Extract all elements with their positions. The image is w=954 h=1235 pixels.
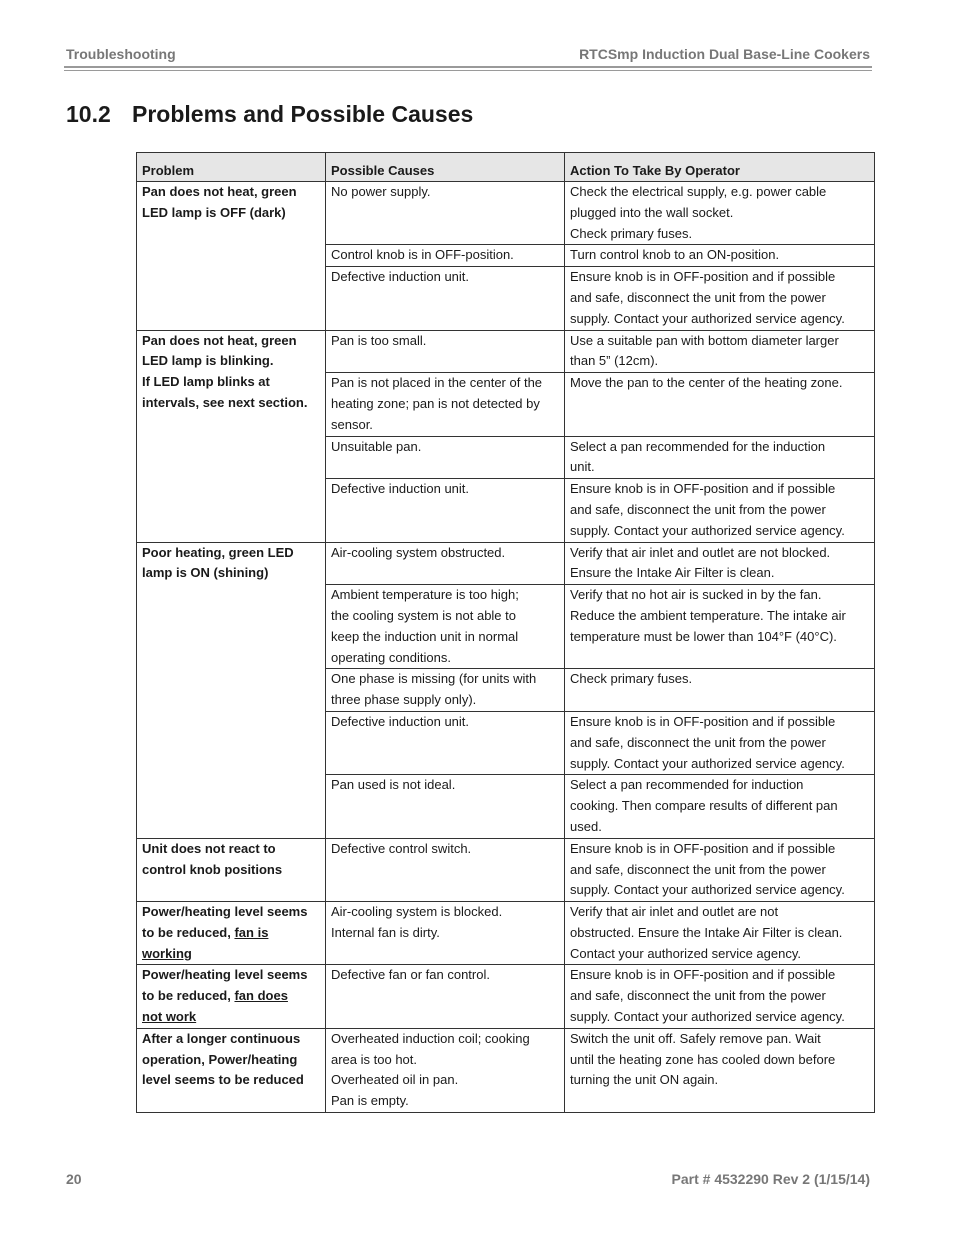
action-line: than 5” (12cm).: [570, 353, 659, 369]
problem-line: [142, 923, 321, 944]
cause-line: Pan is empty.: [331, 1093, 409, 1109]
action-line: Verify that air inlet and outlet are not blocked.: [570, 544, 831, 560]
action-line: Ensure knob is in OFF-position and if possible: [570, 713, 836, 729]
action-cell: [565, 965, 875, 1028]
cause-line: area is too hot.: [331, 1051, 417, 1067]
problem-emphasis: fan is: [234, 924, 269, 940]
problem-line: lamp is ON (shining): [142, 565, 269, 581]
action-line: supply. Contact your authorized service agency.: [570, 755, 845, 771]
action-line: and safe, disconnect the unit from the power: [570, 861, 826, 877]
problem-line: After a longer continuous: [142, 1030, 301, 1046]
col-header-action: Action To Take By Operator: [565, 153, 875, 182]
problem-line: Pan does not heat, green: [142, 184, 297, 199]
action-line: Select a pan recommended for the induction: [570, 438, 826, 454]
problem-text: Power/heating level seems: [142, 967, 308, 983]
cause-line: Overheated induction coil; cooking: [331, 1030, 530, 1046]
action-line: temperature must be lower than 104°F (40°C).: [570, 628, 837, 644]
action-cell: [565, 373, 875, 436]
action-line: Turn control knob to an ON-position.: [570, 247, 780, 263]
action-line: Check primary fuses.: [570, 671, 693, 687]
problem-text: to be reduced,: [142, 988, 235, 1004]
problem-cell: [137, 182, 326, 331]
cause-line: Overheated oil in pan.: [331, 1072, 459, 1088]
cause-line: Pan is too small.: [331, 332, 427, 348]
action-line: plugged into the wall socket.: [570, 204, 734, 220]
action-line: supply. Contact your authorized service agency.: [570, 882, 845, 898]
action-line: Ensure knob is in OFF-position and if possible: [570, 840, 836, 856]
problem-cell: [137, 542, 326, 838]
table-body: [137, 182, 875, 1113]
action-line: and safe, disconnect the unit from the power: [570, 289, 826, 305]
problem-line: If LED lamp blinks at: [142, 374, 270, 390]
cause-line: Control knob is in OFF-position.: [331, 247, 514, 263]
action-line: Verify that air inlet and outlet are not: [570, 904, 779, 920]
action-line: Move the pan to the center of the heating zone.: [570, 375, 843, 391]
table-row: [137, 542, 875, 585]
table-row: [137, 330, 875, 373]
action-line: Ensure knob is in OFF-position and if possible: [570, 967, 836, 983]
problem-line: Unit does not react to: [142, 840, 276, 856]
table-row: [137, 1028, 875, 1112]
problem-cell: [137, 838, 326, 901]
action-line: turning the unit ON again.: [570, 1072, 719, 1088]
action-cell: [565, 838, 875, 901]
problem-line: Pan does not heat, green: [142, 332, 297, 348]
cause-line: Air-cooling system obstructed.: [331, 544, 506, 560]
problem-line: [142, 986, 321, 1007]
problem-line: [142, 965, 321, 986]
action-cell: [565, 436, 875, 479]
col-header-problem: Problem: [137, 153, 326, 182]
action-line: supply. Contact your authorized service agency.: [570, 1009, 845, 1025]
cause-cell: [326, 711, 565, 774]
action-line: Ensure knob is in OFF-position and if possible: [570, 481, 836, 497]
troubleshooting-table: [136, 152, 875, 1113]
cause-cell: [326, 902, 565, 965]
col-header-causes: Possible Causes: [326, 153, 565, 182]
cause-line: Pan is not placed in the center of the: [331, 375, 543, 391]
problem-emphasis: working: [142, 945, 192, 961]
cause-cell: [326, 1028, 565, 1112]
action-line: cooking. Then compare results of different pan: [570, 798, 838, 814]
action-line: and safe, disconnect the unit from the power: [570, 734, 826, 750]
cause-line: heating zone; pan is not detected by: [331, 395, 540, 411]
action-line: until the heating zone has cooled down before: [570, 1051, 836, 1067]
action-line: Verify that no hot air is sucked in by the fan.: [570, 587, 822, 603]
action-cell: [565, 902, 875, 965]
cause-cell: [326, 182, 565, 245]
section-number: 10.2: [66, 101, 111, 127]
action-line: Ensure knob is in OFF-position and if possible: [570, 269, 836, 285]
header-rule-thin: [64, 70, 872, 71]
action-cell: [565, 669, 875, 712]
problem-text: Power/heating level seems: [142, 904, 308, 920]
table-row: [137, 965, 875, 1028]
section-title: Problems and Possible Causes: [132, 101, 474, 127]
problem-line: LED lamp is OFF (dark): [142, 204, 286, 220]
header-section: Troubleshooting: [66, 46, 176, 62]
cause-line: the cooling system is not able to: [331, 607, 516, 623]
action-line: supply. Contact your authorized service agency.: [570, 310, 845, 326]
action-line: supply. Contact your authorized service agency.: [570, 522, 845, 538]
action-line: Contact your authorized service agency.: [570, 945, 801, 961]
action-cell: [565, 775, 875, 838]
action-line: used.: [570, 818, 602, 834]
cause-cell: [326, 669, 565, 712]
action-cell: [565, 585, 875, 669]
action-line: Use a suitable pan with bottom diameter larger: [570, 332, 839, 348]
cause-line: Defective fan or fan control.: [331, 967, 490, 983]
action-line: Check the electrical supply, e.g. power cable: [570, 184, 827, 199]
problem-line: [142, 1007, 321, 1028]
action-line: Check primary fuses.: [570, 225, 693, 241]
action-line: unit.: [570, 459, 595, 475]
action-line: Select a pan recommended for induction: [570, 777, 804, 793]
page-number: 20: [66, 1171, 82, 1187]
cause-line: Pan used is not ideal.: [331, 777, 456, 793]
action-cell: [565, 245, 875, 267]
cause-line: Defective induction unit.: [331, 713, 470, 729]
cause-cell: [326, 245, 565, 267]
cause-cell: [326, 542, 565, 585]
action-cell: [565, 711, 875, 774]
action-cell: [565, 1028, 875, 1112]
problem-line: Poor heating, green LED: [142, 544, 294, 560]
cause-line: Ambient temperature is too high;: [331, 587, 519, 603]
header-rule: [64, 66, 872, 68]
problem-cell: [137, 1028, 326, 1112]
cause-line: Defective induction unit.: [331, 269, 470, 285]
action-line: and safe, disconnect the unit from the power: [570, 988, 826, 1004]
problem-cell: [137, 330, 326, 542]
header-product: RTCSmp Induction Dual Base-Line Cookers: [579, 46, 870, 62]
problem-line: intervals, see next section.: [142, 394, 308, 410]
action-line: and safe, disconnect the unit from the power: [570, 501, 826, 517]
action-cell: [565, 267, 875, 330]
cause-line: Defective induction unit.: [331, 481, 470, 497]
cause-cell: [326, 436, 565, 479]
cause-cell: [326, 838, 565, 901]
cause-cell: [326, 585, 565, 669]
cause-line: No power supply.: [331, 184, 431, 199]
cause-line: Internal fan is dirty.: [331, 924, 440, 940]
problem-line: level seems to be reduced: [142, 1072, 304, 1088]
action-line: obstructed. Ensure the Intake Air Filter is clean.: [570, 924, 843, 940]
problem-cell: [137, 902, 326, 965]
action-cell: [565, 542, 875, 585]
cause-line: One phase is missing (for units with: [331, 671, 537, 687]
problem-emphasis: not work: [142, 1009, 197, 1025]
problem-line: [142, 944, 321, 965]
problem-line: [142, 902, 321, 923]
problem-line: control knob positions: [142, 861, 283, 877]
action-line: Switch the unit off. Safely remove pan. Wait: [570, 1030, 821, 1046]
table-row: [137, 838, 875, 901]
cause-cell: [326, 965, 565, 1028]
cause-cell: [326, 267, 565, 330]
action-cell: [565, 182, 875, 245]
problem-line: LED lamp is blinking.: [142, 353, 274, 369]
table-row: [137, 902, 875, 965]
action-cell: [565, 330, 875, 373]
cause-line: operating conditions.: [331, 649, 451, 665]
cause-cell: [326, 479, 565, 542]
problem-text: to be reduced,: [142, 924, 235, 940]
cause-line: Air-cooling system is blocked.: [331, 904, 503, 920]
cause-cell: [326, 330, 565, 373]
problem-cell: [137, 965, 326, 1028]
table-header-row: [137, 153, 875, 182]
cause-line: Unsuitable pan.: [331, 438, 422, 454]
problem-line: operation, Power/heating: [142, 1051, 298, 1067]
cause-line: sensor.: [331, 416, 373, 432]
section-heading: [66, 101, 473, 128]
cause-cell: [326, 775, 565, 838]
cause-line: three phase supply only).: [331, 692, 477, 708]
action-cell: [565, 479, 875, 542]
cause-cell: [326, 373, 565, 436]
action-line: Ensure the Intake Air Filter is clean.: [570, 565, 775, 581]
action-line: Reduce the ambient temperature. The intake air: [570, 607, 846, 623]
problem-emphasis: fan does: [234, 988, 288, 1004]
part-number: Part # 4532290 Rev 2 (1/15/14): [671, 1171, 870, 1187]
cause-line: keep the induction unit in normal: [331, 628, 519, 644]
cause-line: Defective control switch.: [331, 840, 472, 856]
table-row: [137, 182, 875, 245]
